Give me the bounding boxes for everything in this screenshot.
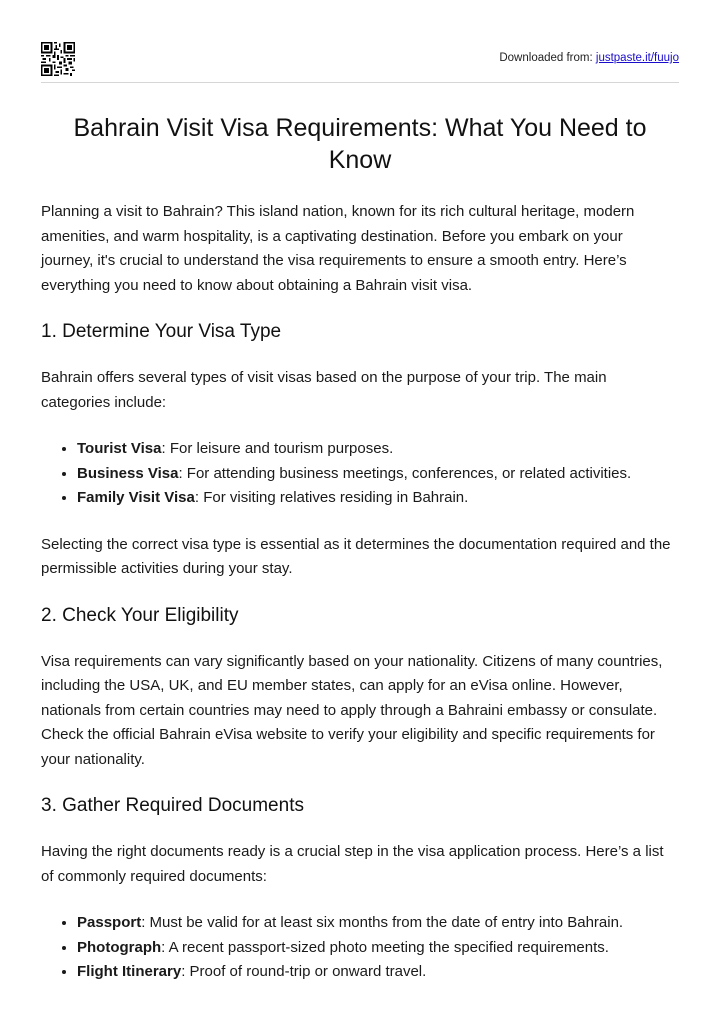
qr-code-icon <box>41 42 75 76</box>
list-item-term: Family Visit Visa <box>77 489 195 506</box>
list-item <box>77 486 679 511</box>
source-link[interactable]: justpaste.it/fuujo <box>595 52 679 64</box>
page-header <box>41 42 679 83</box>
downloaded-label: Downloaded from: <box>499 52 593 64</box>
visa-type-list <box>41 437 679 511</box>
section-paragraph: Having the right documents ready is a crucial step in the visa application process. Here’s a list of commonly required documents: <box>41 843 664 885</box>
list-item <box>77 936 679 961</box>
list-item <box>77 462 679 487</box>
article <box>41 112 679 1007</box>
list-item-desc: : Must be valid for at least six months from the date of entry into Bahrain. <box>141 914 624 931</box>
list-item <box>77 960 679 985</box>
source-line <box>499 52 679 64</box>
section-heading: 3. Gather Required Documents <box>41 795 304 816</box>
list-item-term: Tourist Visa <box>77 440 162 457</box>
list-item-term: Business Visa <box>77 464 179 482</box>
list-item-desc: : For leisure and tourism purposes. <box>161 440 394 457</box>
list-item <box>77 437 679 462</box>
section-paragraph: Selecting the correct visa type is essential as it determines the documentation required and the permissible activities during your stay. <box>41 535 671 577</box>
list-item <box>77 911 679 936</box>
section-heading: 1. Determine Your Visa Type <box>41 321 282 342</box>
page-title: Bahrain Visit Visa Requirements: What You Need to Know <box>73 114 647 174</box>
list-item-desc: : For visiting relatives residing in Bahrain. <box>194 489 469 506</box>
list-item-desc: : For attending business meetings, conferences, or related activities. <box>178 464 632 482</box>
intro-paragraph: Planning a visit to Bahrain? This island nation, known for its rich cultural heritage, modern amenities, and warm hospitality, is a captivating destination. Before you embark on your journey, it's crucial to understand the visa requirements to ensure a smooth entry. Here’s everything you need to know about obtaining a Bahrain visit visa. <box>41 203 635 294</box>
list-item-desc: : A recent passport-sized photo meeting the specified requirements. <box>161 938 609 956</box>
list-item-desc: : Proof of round-trip or onward travel. <box>181 963 427 980</box>
section-paragraph: Visa requirements can vary significantly based on your nationality. Citizens of many countries, including the USA, UK, and EU member states, can apply for an eVisa online. However, nationals from certain countries may need to apply through a Bahraini embassy or consulate. Check the official Bahrain eVisa website to verify your eligibility and specific requirements for your nationality. <box>41 652 663 768</box>
list-item-term: Flight Itinerary <box>77 963 182 980</box>
list-item-term: Photograph <box>77 938 162 956</box>
section-heading: 2. Check Your Eligibility <box>41 604 239 626</box>
list-item-term: Passport <box>77 914 142 931</box>
section-paragraph: Bahrain offers several types of visit visas based on the purpose of your trip. The main categories include: <box>41 369 607 411</box>
documents-list <box>41 911 679 985</box>
